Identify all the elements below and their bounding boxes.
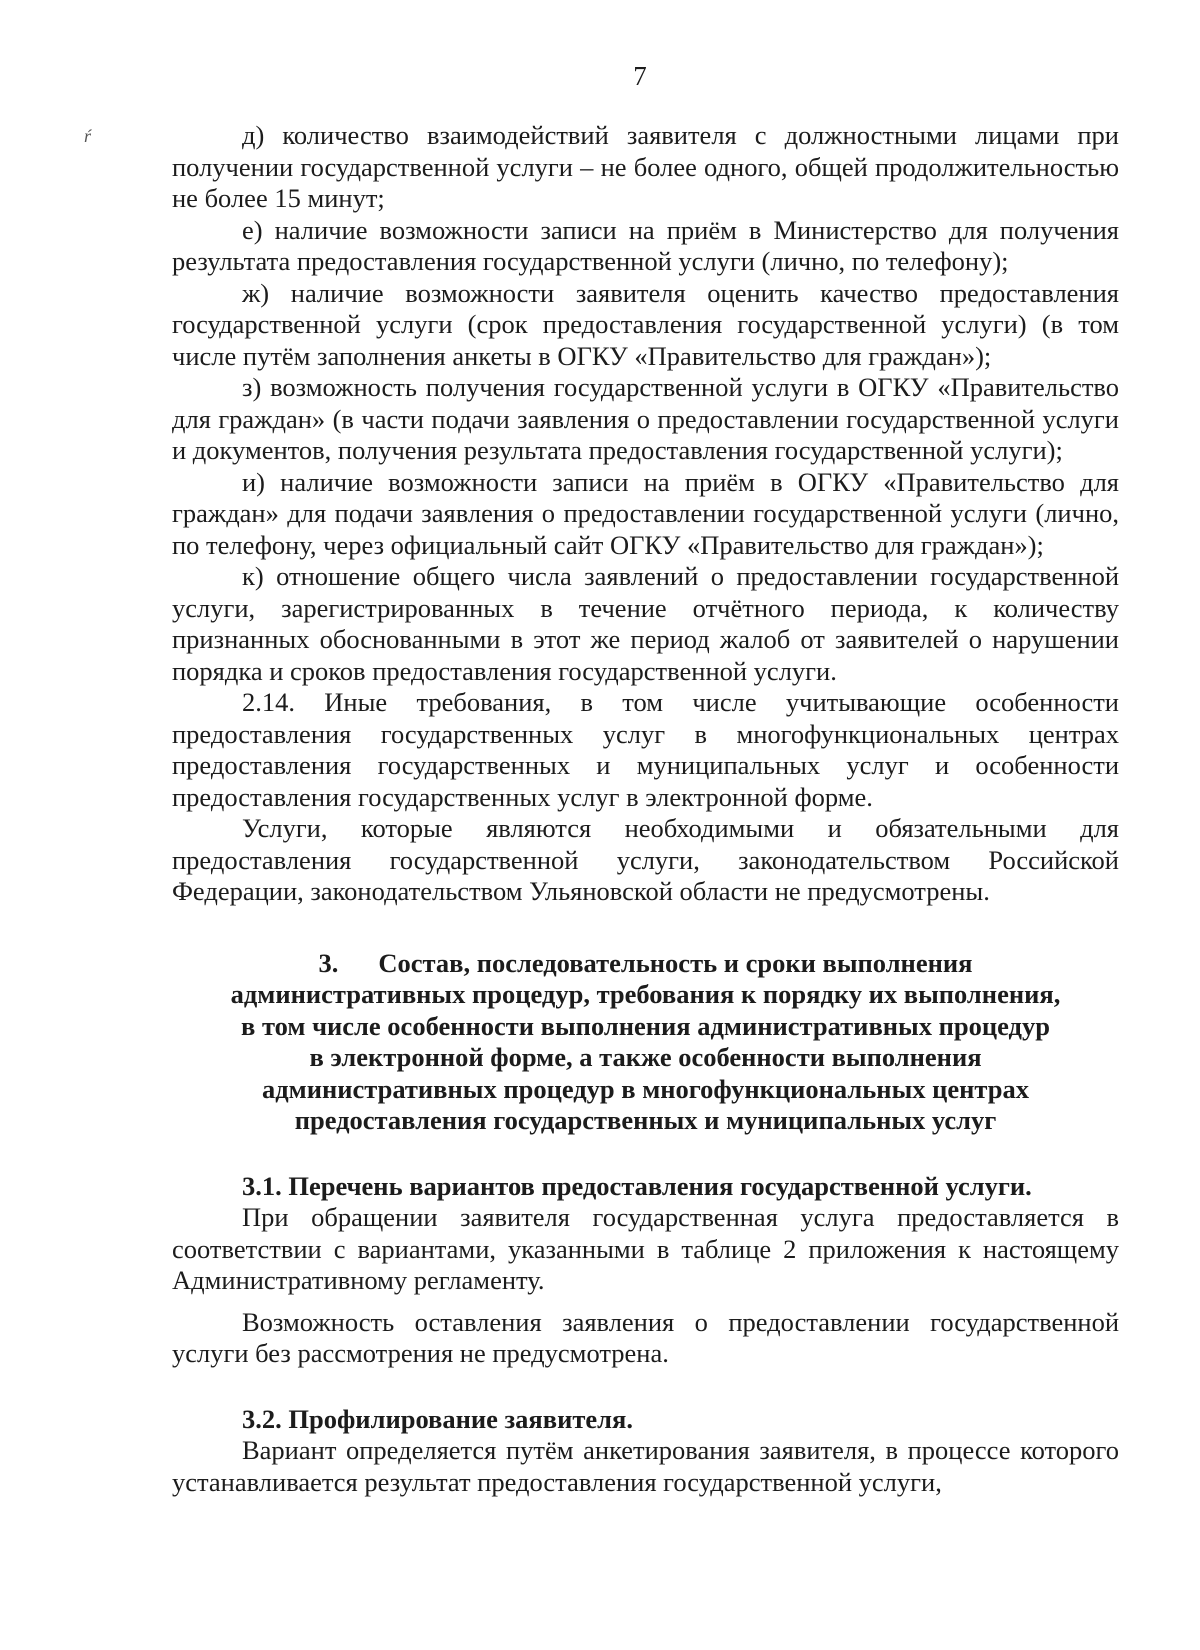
section-3-1-paragraph-2: Возможность оставления заявления о предоставлении государственной услуги без рассмотрения не предусмотрена. (172, 1306, 1119, 1368)
margin-mark: ŕ (84, 126, 92, 146)
page-number: 7 (633, 61, 647, 91)
paragraph-d: д) количество взаимодействий заявителя с должностными лицами при получении государственной услуги – не более одного, общей продолжительностью не более 15 минут; (172, 120, 1119, 213)
paragraph-k: к) отношение общего числа заявлений о предоставлении государственной услуги, зарегистрированных в течение отчётного периода, к количеству признанных обоснованными в этот же период жалоб от заявителей о нарушении порядка и сроков предоставления государственной услуги. (172, 561, 1119, 686)
section-3-title-line-4: в электронной форме, а также особенности выполнения (309, 1042, 982, 1072)
section-3-title-line-3: в том числе особенности выполнения административных процедур (241, 1010, 1050, 1041)
section-3-heading-line-1 (172, 948, 1119, 980)
paragraph-services: Услуги, которые являются необходимыми и обязательными для предоставления государственной услуги, законодательством Российской Федерации, законодательством Ульяновской области не предусмотрены. (172, 813, 1119, 906)
section-3-title-line-2: административных процедур, требования к порядку их выполнения, (230, 979, 1061, 1009)
paragraph-i: и) наличие возможности записи на приём в ОГКУ «Правительство для граждан» для подачи заявления о предоставлении государственной услуги (лично, по телефону, через официальный сайт ОГКУ «Правительство для граждан»); (172, 466, 1119, 560)
section-3-heading (172, 948, 1119, 1137)
paragraph-zh: ж) наличие возможности заявителя оценить качество предоставления государственной услуги (срок предоставления государственной услуги) (в том числе путём заполнения анкеты в ОГКУ «Правительство для граждан»); (172, 277, 1119, 371)
paragraph-e: е) наличие возможности записи на приём в Министерство для получения результата предоставления государственной услуги (лично, по телефону); (172, 214, 1119, 276)
section-3-title-line-1: Состав, последовательность и сроки выполнения (378, 947, 973, 978)
section-3-2-title: 3.2. Профилирование заявителя. (242, 1403, 633, 1434)
section-3-1-paragraph-1: При обращении заявителя государственная услуга предоставляется в соответствии с вариантами, указанными в таблице 2 приложения к настоящему Административному регламенту. (172, 1202, 1119, 1295)
section-3-title-line-5: административных процедур в многофункциональных центрах (261, 1073, 1030, 1104)
section-3-title-line-6: предоставления государственных и муниципальных услуг (294, 1105, 997, 1135)
paragraph-z: з) возможность получения государственной услуги в ОГКУ «Правительство для граждан» (в части подачи заявления о предоставлении государственной услуги и документов, получения результата предоставления государственной услуги); (172, 372, 1119, 465)
section-3-1-title: 3.1. Перечень вариантов предоставления государственной услуги. (242, 1170, 1032, 1201)
document-body (172, 120, 1119, 1498)
section-3-2-paragraph-1: Вариант определяется путём анкетирования заявителя, в процессе которого устанавливается результат предоставления государственной услуги, (172, 1435, 1119, 1497)
section-3-number: 3. (318, 947, 339, 978)
paragraph-2-14: 2.14. Иные требования, в том числе учитывающие особенности предоставления государственных услуг в многофункциональных центрах предоставления государственных и муниципальных услуг и особенности предоставления государственных услуг в электронной форме. (172, 687, 1119, 812)
